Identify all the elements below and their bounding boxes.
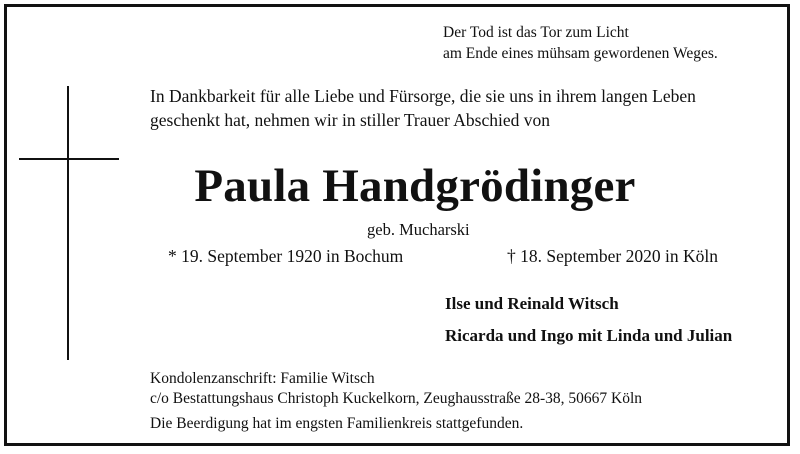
mourner-line: Ilse und Reinald Witsch	[445, 294, 619, 313]
motto-line-1: Der Tod ist das Tor zum Licht	[443, 24, 629, 41]
condolence-line-1: Kondolenzanschrift: Familie Witsch	[150, 370, 375, 387]
motto-line-2: am Ende eines mühsam gewordenen Weges.	[443, 45, 718, 62]
deceased-name: Paula Handgrödinger	[194, 160, 636, 212]
intro-line-2: geschenkt hat, nehmen wir in stiller Trauer Abschied von	[150, 110, 550, 130]
condolence-address	[150, 369, 642, 409]
intro-line-1: In Dankbarkeit für alle Liebe und Fürsorge, die sie uns in ihrem langen Leben	[150, 86, 696, 106]
condolence-line-2: c/o Bestattungshaus Christoph Kuckelkorn, Zeughausstraße 28-38, 50667 Köln	[150, 390, 643, 407]
intro-text	[150, 84, 696, 132]
death-date: † 18. September 2020 in Köln	[507, 246, 718, 266]
burial-note: Die Beerdigung hat im engsten Familienkreis stattgefunden.	[150, 415, 524, 432]
birth-name: geb. Mucharski	[367, 220, 470, 239]
motto-quote	[443, 22, 718, 64]
birth-date: * 19. September 1920 in Bochum	[168, 246, 404, 266]
cross-icon-vertical-bar	[67, 86, 69, 360]
mourner-line: Ricarda und Ingo mit Linda und Julian	[445, 326, 733, 345]
